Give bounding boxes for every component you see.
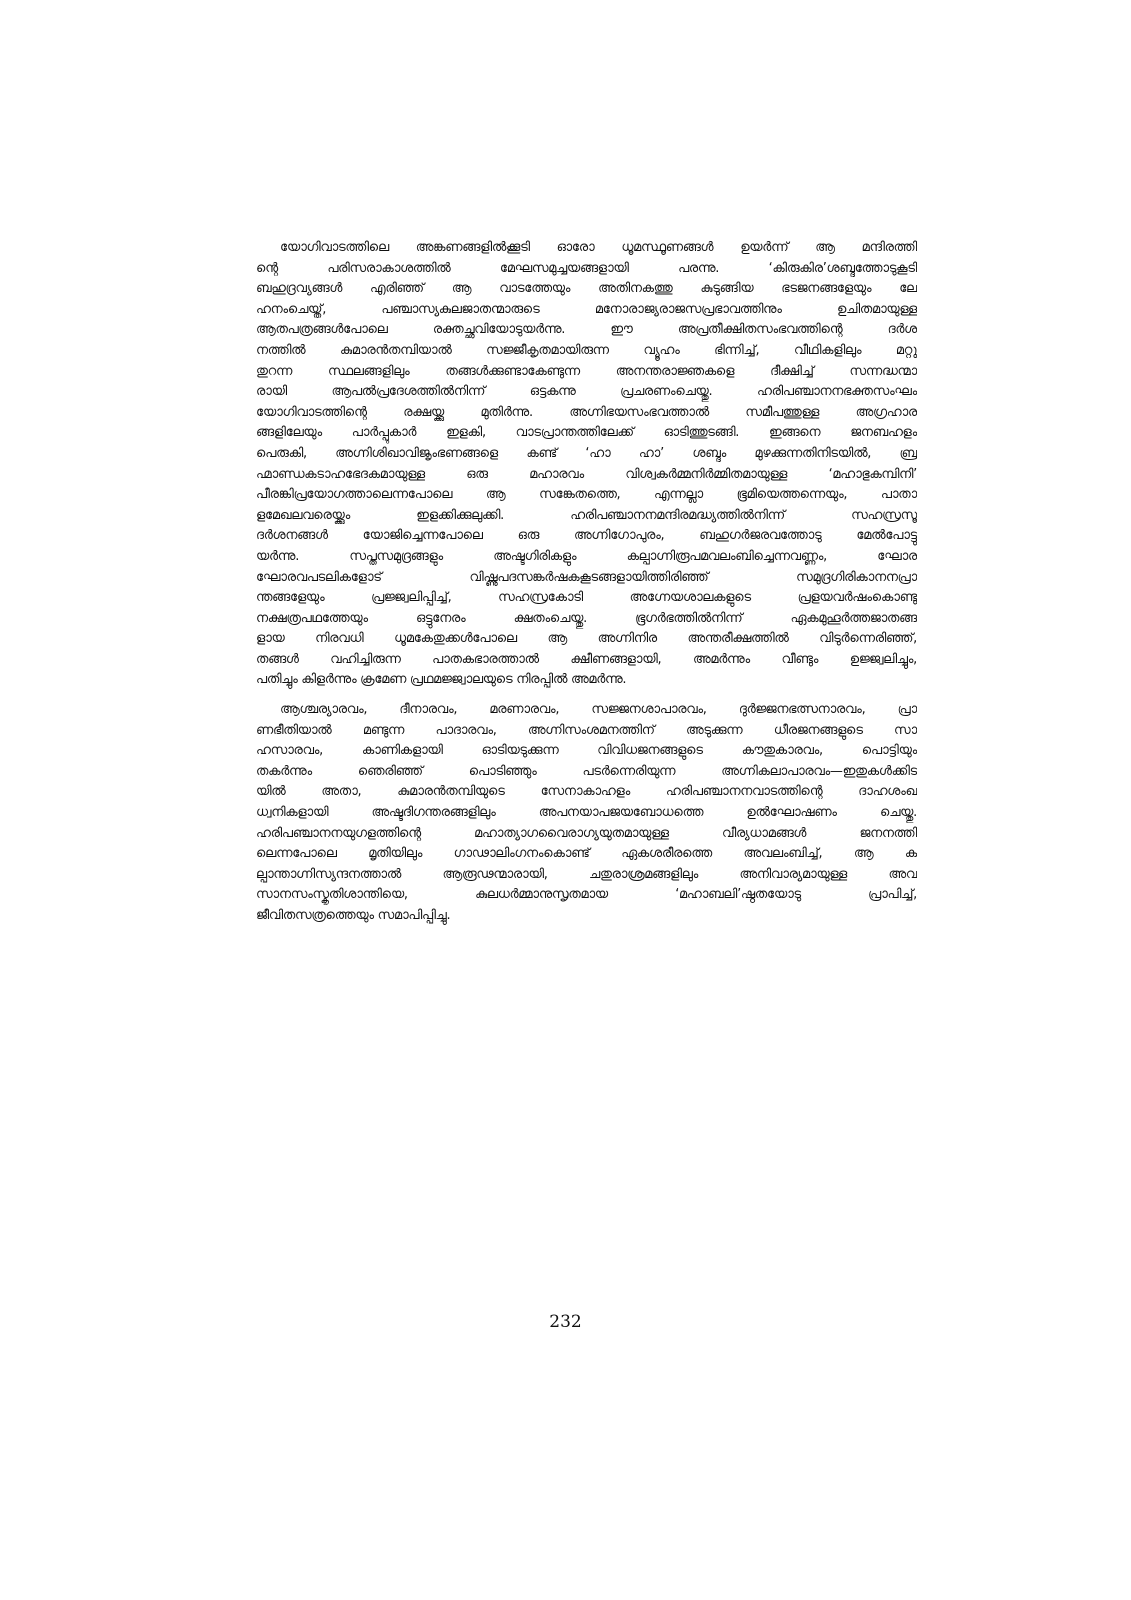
text-line: തുറന്ന സ്ഥലങ്ങളിലും തങ്ങൾക്കുണ്ടാകേണ്ടുന്ന അനന്തരാജ്ഞകളെ ദീക്ഷിച്ച് സന്നദ്ധന്മാ [256,363,917,379]
text-line: രായി ആപൽപ്രദേശത്തിൽനിന്ന് ഒട്ടകന്നു പ്രചരണംചെയ്തു. ഹരിപഞ്ചാനനഭക്തസംഘം [256,384,917,400]
text-line: തകർന്നും ഞെരിഞ്ഞ് പൊടിഞ്ഞും പടർന്നെരിയുന്ന അഗ്നികലാപാരവം—ഇതുകൾക്കിട [256,763,917,779]
paragraph-1 [256,238,917,691]
paragraph-2 [256,700,917,927]
text-line: ധ്വനികളായി അഷ്ടദിഗന്തരങ്ങളിലും അപനയാപജയബോധത്തെ ഉൽഘോഷണം ചെയ്തു. [256,805,917,821]
text-line: ജീവിതസത്രത്തെയും സമാപിപ്പിച്ചു. [256,908,451,923]
text-line: നക്ഷത്രപഥത്തേയും ഒട്ടുനേരം ക്ഷതംചെയ്തു. ഭൂഗർഭത്തിൽനിന്ന് ഏകമുഹൂർത്തജാതങ്ങ [256,610,917,626]
text-line: ആശ്ചര്യാരവം, ദീനാരവം, മരണാരവം, സജ്ജനശാപാരവം, ദുർജ്ജനഭത്സനാരവം, പ്രാ [280,702,917,718]
page-number: 232 [549,1312,582,1332]
body-text [256,238,917,927]
text-line: സാനസംസ്കൃതിശാന്തിയെ, കുലധർമ്മാനുസൃതമായ ‘മഹാബലി’ഷ്ഠതയോടു പ്രാപിച്ച്, [256,887,917,903]
text-line: ഹസാരവം, കാണികളായി ഓടിയടുക്കുന്ന വിവിധജനങ്ങളുടെ കൗതുകാരവം, പൊട്ടിയും [256,743,917,759]
text-line: ഹനംചെയ്ത്, പഞ്ചാസ്യകുലജാതന്മാരുടെ മനോരാജ്യരാജസപ്രഭാവത്തിനും ഉചിതമായുള്ള [256,301,917,317]
text-line: തങ്ങൾ വഹിച്ചിരുന്ന പാതകഭാരത്താൽ ക്ഷീണങ്ങളായി, അമർന്നും വീണ്ടും ഉജ്ജ്വലിച്ചും, [256,651,917,667]
text-line: യർന്നു. സപ്തസമുദ്രങ്ങളും അഷ്ടഗിരികളും കല്പാഗ്നിരൂപമവലംബിച്ചെന്നവണ്ണം, ഘോര [256,548,917,564]
text-line: ലെന്നപോലെ മൃതിയിലും ഗാഢാലിംഗനംകൊണ്ട് ഏകശരീരത്തെ അവലംബിച്ച്, ആ ക [256,846,917,862]
text-line: ഹ്മാണ്ഡകടാഹഭേദകമായുള്ള ഒരു മഹാരവം വിശ്വകർമ്മനിർമ്മിതമായുള്ള ‘മഹാഭുകമ്പിനി’ [256,466,917,482]
text-line: ന്റെ പരിസരാകാശത്തിൽ മേഘസമുച്ചയങ്ങളായി പരന്നു. ‘കിരുകിര’ശബ്ദത്തോടുകൂടി [256,260,917,276]
text-line: ളമേഖലവരെയ്ക്കും ഇളക്കിക്കുലുക്കി. ഹരിപഞ്ചാനനമന്ദിരമദ്ധ്യത്തിൽനിന്ന് സഹസ്രസൂ [256,507,917,523]
text-line: പതിച്ചും കിളർന്നും ക്രമേണ പ്രഥമജ്ജ്വാലയുടെ നിരപ്പിൽ അമർന്നു. [256,672,627,688]
text-line: നത്തിൽ കുമാരൻതമ്പിയാൽ സജ്ജീകൃതമായിരുന്ന വ്യൂഹം ഭിന്നിച്ച്, വീഥികളിലും മറ്റു [256,342,917,358]
text-line: ആതപത്രങ്ങൾപോലെ രക്തച്ഛവിയോടുയർന്നു. ഈ അപ്രതീക്ഷിതസംഭവത്തിന്റെ ദർശ [256,322,917,338]
text-line: ഹരിപഞ്ചാനനയുഗളത്തിന്റെ മഹാത്യാഗവൈരാഗ്യയുതമായുള്ള വീര്യധാമങ്ങൾ ജനനത്തി [256,825,917,841]
text-line: പീരങ്കിപ്രയോഗത്താലെന്നപോലെ ആ സങ്കേതത്തെ, എന്നല്ലാ ഭൂമിയെത്തന്നെയും, പാതാ [256,487,917,503]
text-line: ന്തങ്ങളേയും പ്രജ്ജ്വലിപ്പിച്ച്, സഹസ്രകോടി അഗ്നേയശാലകളുടെ പ്രളയവർഷംകൊണ്ടു [256,590,917,606]
text-line: പെരുകി, അഗ്നിശിഖാവിജൃംഭണങ്ങളെ കണ്ട് ‘ഹാ ഹാ’ ശബ്ദം മുഴക്കുന്നതിനിടയിൽ, ബ്ര [256,445,917,461]
text-line: യോഗിവാടത്തിലെ അങ്കണങ്ങളിൽക്കൂടി ഓരോ ധൂമസ്ഥൂണങ്ങൾ ഉയർന്ന് ആ മന്ദിരത്തി [280,240,917,255]
text-line: ബഹുദ്രവ്യങ്ങൾ എരിഞ്ഞ് ആ വാടത്തേയും അതിനകത്തു കുടുങ്ങിയ ഭടജനങ്ങളേയും ലേ [256,281,917,297]
text-line: ണഭീതിയാൽ മണ്ടുന്ന പാദാരവം, അഗ്നിസംശമനത്തിന് അടുക്കുന്ന ധീരജനങ്ങളുടെ സാ [256,722,917,738]
paragraph-gap [256,691,917,700]
text-line: യിൽ അതാ, കുമാരൻതമ്പിയുടെ സേനാകാഹളം ഹരിപഞ്ചാനനവാടത്തിന്റെ ദാഹശംഖ [256,784,917,800]
text-line: ളായ നിരവധി ധൂമകേതുക്കൾപോലെ ആ അഗ്നിനിര അന്തരീക്ഷത്തിൽ വിടുർന്നെരിഞ്ഞ്, [256,631,917,647]
text-line: ങ്ങളിലേയും പാർപ്പുകാർ ഇളകി, വാടപ്രാന്തത്തിലേക്ക് ഓടിത്തുടങ്ങി. ഇങ്ങനെ ജനബഹളം [256,425,917,441]
text-line: ഘോരവപടലികളോട് വിഷ്ണുപദസങ്കർഷകകൂടങ്ങളായിത്തിരിഞ്ഞ് സമുദ്രഗിരികാനനപ്രാ [256,569,917,585]
text-line: ല്പാന്താഗ്നിസ്യന്ദനത്താൽ ആരൂഢന്മാരായി, ചതുരാശ്രമങ്ങളിലും അനിവാര്യമായുള്ള അവ [256,866,917,882]
text-line: ദർശനങ്ങൾ യോജിച്ചെന്നപോലെ ഒരു അഗ്നിഗോപുരം, ബഹുഗർജരവത്തോടു മേൽപോട്ടു [256,528,917,544]
text-line: യോഗിവാടത്തിന്റെ രക്ഷയ്ക്കു മുതിർന്നു. അഗ്നിഭയസംഭവത്താൽ സമീപത്തുള്ള അഗ്രഹാര [256,404,917,420]
